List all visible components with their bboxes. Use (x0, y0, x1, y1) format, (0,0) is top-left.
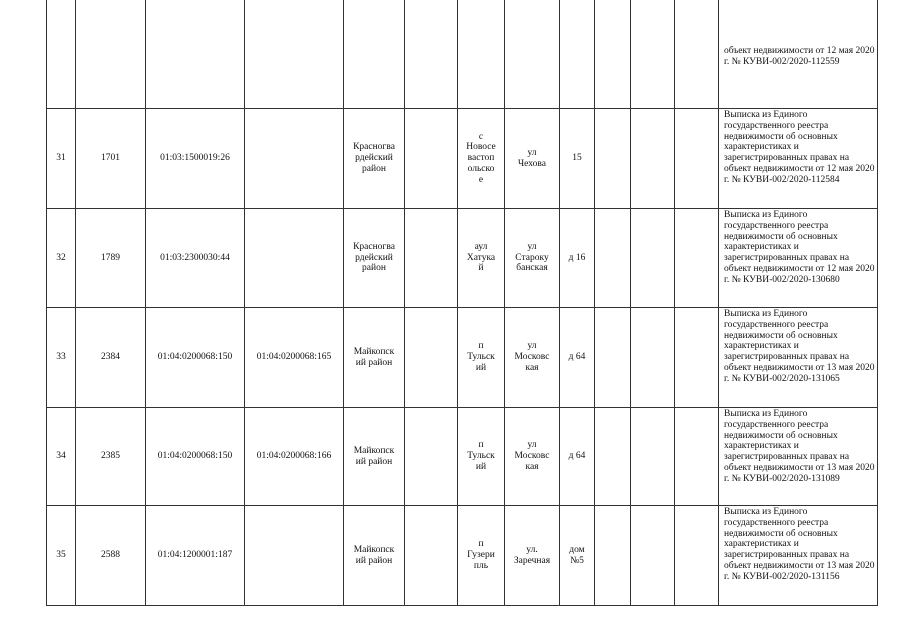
empty-cell (405, 209, 458, 308)
cadastral-number-cell: 01:04:1200001:187 (146, 506, 245, 606)
empty-cell (405, 109, 458, 209)
street-cell: ул Староку банская (505, 209, 560, 308)
empty-cell (405, 308, 458, 408)
empty-cell (405, 408, 458, 506)
table-row (47, 308, 878, 408)
empty-cell (595, 408, 631, 506)
row-number-cell: 34 (47, 408, 76, 506)
empty-cell (675, 109, 719, 209)
table-row (47, 109, 878, 209)
object-id-cell: 1701 (76, 109, 146, 209)
empty-cell (405, 506, 458, 606)
table-row (47, 506, 878, 606)
cadastral-number-cell (146, 0, 245, 109)
empty-cell (595, 308, 631, 408)
empty-cell (631, 109, 675, 209)
object-id-cell (76, 0, 146, 109)
settlement-cell: аул Хатука й (458, 209, 505, 308)
street-cell: ул Чехова (505, 109, 560, 209)
empty-cell (595, 109, 631, 209)
empty-cell (595, 0, 631, 109)
related-cadastral-number-cell (245, 0, 344, 109)
object-id-cell: 2384 (76, 308, 146, 408)
related-cadastral-number-cell: 01:04:0200068:165 (245, 308, 344, 408)
empty-cell (675, 209, 719, 308)
table-row (47, 0, 878, 109)
district-cell: Майкопск ий район (344, 408, 405, 506)
house-cell: д 64 (560, 408, 595, 506)
empty-cell (405, 0, 458, 109)
empty-cell (595, 209, 631, 308)
cadastral-number-cell: 01:04:0200068:150 (146, 408, 245, 506)
registry-extract-cell: Выписка из Единого государственного реестра недвижимости об основных характеристиках и зарегистрированных правах на объект недвижимости от 12 мая 2020 г. № КУВИ-002/2020-112584 (719, 109, 878, 209)
house-cell: 15 (560, 109, 595, 209)
registry-extract-cell: объект недвижимости от 12 мая 2020 г. № КУВИ-002/2020-112559 (719, 0, 878, 109)
object-id-cell: 2385 (76, 408, 146, 506)
related-cadastral-number-cell (245, 506, 344, 606)
cadastral-number-cell: 01:03:1500019:26 (146, 109, 245, 209)
empty-cell (631, 308, 675, 408)
table-row (47, 209, 878, 308)
object-id-cell: 2588 (76, 506, 146, 606)
street-cell: ул. Заречная (505, 506, 560, 606)
related-cadastral-number-cell (245, 109, 344, 209)
district-cell (344, 0, 405, 109)
settlement-cell: с Новосе вастоп ольско е (458, 109, 505, 209)
house-cell: д 64 (560, 308, 595, 408)
house-cell (560, 0, 595, 109)
empty-cell (631, 506, 675, 606)
row-number-cell: 32 (47, 209, 76, 308)
empty-cell (595, 506, 631, 606)
cadastral-number-cell: 01:03:2300030:44 (146, 209, 245, 308)
row-number-cell: 35 (47, 506, 76, 606)
row-number-cell (47, 0, 76, 109)
registry-extract-cell: Выписка из Единого государственного реестра недвижимости об основных характеристиках и зарегистрированных правах на объект недвижимости от 13 мая 2020 г. № КУВИ-002/2020-131065 (719, 308, 878, 408)
street-cell (505, 0, 560, 109)
street-cell: ул Московс кая (505, 408, 560, 506)
street-cell: ул Московс кая (505, 308, 560, 408)
empty-cell (675, 408, 719, 506)
related-cadastral-number-cell: 01:04:0200068:166 (245, 408, 344, 506)
settlement-cell: п Тульск ий (458, 308, 505, 408)
house-cell: д 16 (560, 209, 595, 308)
empty-cell (675, 308, 719, 408)
settlement-cell: п Тульск ий (458, 408, 505, 506)
house-cell: дом №5 (560, 506, 595, 606)
table-row (47, 408, 878, 506)
empty-cell (631, 0, 675, 109)
empty-cell (631, 408, 675, 506)
row-number-cell: 31 (47, 109, 76, 209)
cadastral-number-cell: 01:04:0200068:150 (146, 308, 245, 408)
settlement-cell (458, 0, 505, 109)
district-cell: Майкопск ий район (344, 506, 405, 606)
empty-cell (675, 506, 719, 606)
object-id-cell: 1789 (76, 209, 146, 308)
district-cell: Красногва рдейский район (344, 209, 405, 308)
registry-extract-cell: Выписка из Единого государственного реестра недвижимости об основных характеристиках и зарегистрированных правах на объект недвижимости от 12 мая 2020 г. № КУВИ-002/2020-130680 (719, 209, 878, 308)
district-cell: Красногва рдейский район (344, 109, 405, 209)
row-number-cell: 33 (47, 308, 76, 408)
property-register-table (46, 0, 878, 606)
table-body (47, 0, 878, 606)
empty-cell (675, 0, 719, 109)
district-cell: Майкопск ий район (344, 308, 405, 408)
registry-extract-cell: Выписка из Единого государственного реестра недвижимости об основных характеристиках и зарегистрированных правах на объект недвижимости от 13 мая 2020 г. № КУВИ-002/2020-131156 (719, 506, 878, 606)
related-cadastral-number-cell (245, 209, 344, 308)
registry-extract-cell: Выписка из Единого государственного реестра недвижимости об основных характеристиках и зарегистрированных правах на объект недвижимости от 13 мая 2020 г. № КУВИ-002/2020-131089 (719, 408, 878, 506)
settlement-cell: п Гузери пль (458, 506, 505, 606)
empty-cell (631, 209, 675, 308)
